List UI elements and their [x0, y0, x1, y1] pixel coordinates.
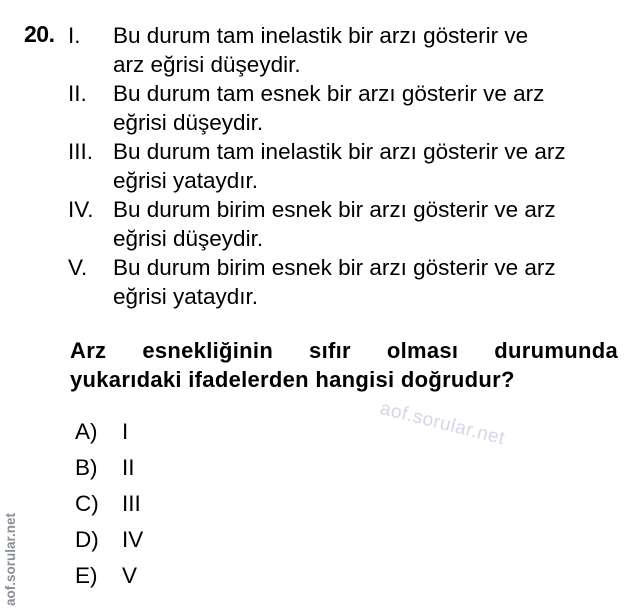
option-label: E)	[75, 563, 98, 588]
statement-text-line: eğrisi düşeydir.	[113, 110, 264, 135]
statement-text-line: Bu durum birim esnek bir arzı gösterir ve arz	[113, 197, 556, 222]
statement-text-line: eğrisi düşeydir.	[113, 226, 264, 251]
option-label: D)	[75, 527, 99, 552]
option-value: III	[122, 491, 141, 516]
option-c[interactable]	[75, 491, 141, 517]
question-line-1: Arz esnekliğinin sıfır olması durumunda	[70, 338, 618, 363]
statement-text-line: arz eğrisi düşeydir.	[113, 52, 301, 77]
statement-text-line: Bu durum tam inelastik bir arzı gösterir ve arz	[113, 139, 566, 164]
statement-text-line: Bu durum tam esnek bir arzı gösterir ve arz	[113, 81, 545, 106]
statement-text-line: eğrisi yataydır.	[113, 284, 259, 309]
statement-numeral: IV.	[68, 197, 94, 222]
option-value: II	[122, 455, 135, 480]
statement-text-line: Bu durum tam inelastik bir arzı gösterir ve	[113, 23, 529, 48]
option-value: IV	[122, 527, 144, 552]
watermark-vertical: aof.sorular.net	[3, 512, 18, 606]
question-stem	[70, 336, 618, 394]
option-value: V	[122, 563, 138, 588]
question-number: 20.	[24, 21, 55, 47]
option-d[interactable]	[75, 527, 143, 553]
statement-numeral: I.	[68, 23, 81, 48]
option-a[interactable]	[75, 419, 128, 445]
option-label: C)	[75, 491, 99, 516]
option-label: A)	[75, 419, 98, 444]
statement-numeral: V.	[68, 255, 88, 280]
question-line-2: yukarıdaki ifadelerden hangisi doğrudur?	[70, 367, 515, 392]
option-value: I	[122, 419, 129, 444]
option-e[interactable]	[75, 563, 137, 589]
watermark-diagonal: aof.sorular.net	[377, 398, 508, 450]
statement-numeral: II.	[68, 81, 87, 106]
option-b[interactable]	[75, 455, 135, 481]
statement-numeral: III.	[68, 139, 94, 164]
statement-text-line: Bu durum birim esnek bir arzı gösterir ve arz	[113, 255, 556, 280]
statement-text-line: eğrisi yataydır.	[113, 168, 259, 193]
option-label: B)	[75, 455, 98, 480]
